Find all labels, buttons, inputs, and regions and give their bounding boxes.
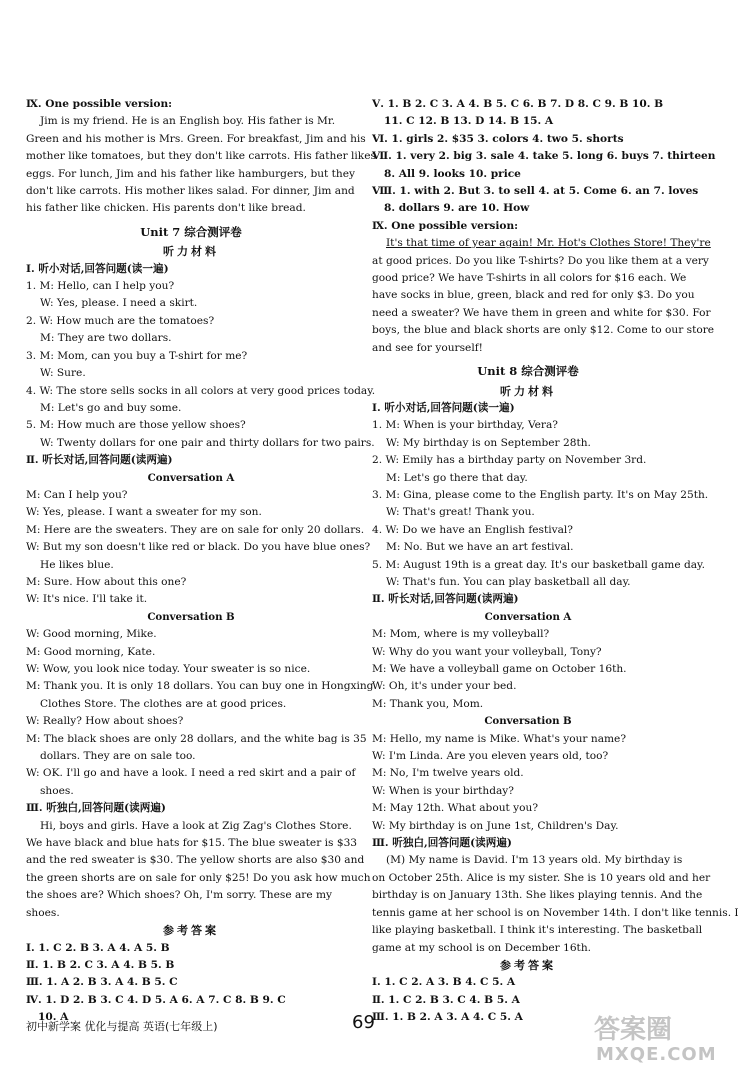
right-text-line: 8. dollars 9. are 10. How	[384, 202, 530, 215]
right-text-line: 11. C 12. B 13. D 14. B 15. A	[384, 115, 554, 128]
right-text-line: Conversation A	[484, 610, 572, 623]
left-text-line: his father like chicken. His parents don't like bread.	[26, 202, 306, 215]
right-text-line: birthday is on January 13th. She likes playing tennis. And the	[372, 889, 703, 902]
left-text-line: 5. M: How much are those yellow shoes?	[26, 419, 246, 432]
right-text-line: It's that time of year again! Mr. Hot's Clothes Store! They're	[386, 237, 711, 250]
left-text-line: Ⅳ. 1. D 2. B 3. C 4. D 5. A 6. A 7. C 8. B 9. C	[26, 993, 286, 1006]
right-text-line: Ⅶ. 1. very 2. big 3. sale 4. take 5. long 6. buys 7. thirteen	[372, 150, 716, 163]
left-text-line: M: Can I help you?	[26, 488, 128, 501]
right-text-line: need a sweater? We have them in green and white for $30. For	[372, 306, 711, 319]
right-text-line: Unit 8 综合测评卷	[477, 364, 579, 379]
right-text-line: M: Let's go there that day.	[386, 471, 528, 484]
left-text-line: Jim is my friend. He is an English boy. His father is Mr.	[40, 115, 336, 128]
left-text-line: Hi, boys and girls. Have a look at Zig Zag's Clothes Store.	[40, 819, 352, 832]
watermark-text-cn: 答案圈	[594, 1015, 673, 1045]
left-text-line: Ⅲ. 听独白,回答问题(读两遍)	[26, 802, 166, 815]
right-text-line: Ⅴ. 1. B 2. C 3. A 4. B 5. C 6. B 7. D 8. C 9. B 10. B	[372, 98, 664, 110]
right-text-line: M: May 12th. What about you?	[372, 802, 539, 815]
right-text-line: Ⅸ. One possible version:	[372, 219, 519, 232]
right-text-line: Ⅲ. 听独白,回答问题(读两遍)	[372, 837, 512, 850]
right-text-line: Ⅱ. 1. C 2. B 3. C 4. B 5. A	[372, 993, 520, 1006]
right-text-line: tennis game at her school is on November 14th. I don't like tennis. I	[372, 906, 739, 919]
left-text-line: M: Thank you. It is only 18 dollars. You can buy one in Hongxing	[26, 680, 374, 693]
right-text-line: W: When is your birthday?	[372, 784, 514, 797]
right-text-line: Ⅱ. 听长对话,回答问题(读两遍)	[372, 593, 519, 606]
book-title-footer: 初中新学案 优化与提高 英语(七年级上)	[26, 1020, 218, 1033]
right-text-line: W: That's great! Thank you.	[386, 506, 535, 519]
right-text-line: M: Thank you, Mom.	[372, 697, 484, 710]
right-text-line: M: We have a volleyball game on October 16th.	[372, 663, 627, 675]
right-text-line: Ⅰ. 1. C 2. A 3. B 4. C 5. A	[372, 976, 516, 989]
left-text-line: W: Twenty dollars for one pair and thirty dollars for two pairs.	[40, 436, 375, 449]
right-text-line: and see for yourself!	[372, 341, 483, 354]
left-text-line: 1. M: Hello, can I help you?	[26, 280, 175, 293]
left-text-line: Ⅲ. 1. A 2. B 3. A 4. B 5. C	[26, 976, 178, 989]
left-text-line: Ⅱ. 听长对话,回答问题(读两遍)	[26, 454, 173, 467]
right-text-line: 3. M: Gina, please come to the English party. It's on May 25th.	[372, 488, 709, 501]
right-text-line: Ⅵ. 1. girls 2. $35 3. colors 4. two 5. shorts	[372, 132, 624, 145]
left-text-line: dollars. They are on sale too.	[40, 750, 196, 763]
right-text-line: Conversation B	[484, 715, 572, 728]
left-text-line: the green shorts are on sale for only $25! Do you ask how much	[26, 871, 371, 884]
left-text-line: W: Yes, please. I need a skirt.	[40, 297, 198, 310]
left-text-line: Unit 7 综合测评卷	[140, 224, 242, 239]
left-text-line: Conversation A	[147, 471, 235, 484]
left-text-line: W: Sure.	[40, 367, 86, 380]
watermark-logo	[588, 1008, 738, 1064]
right-text-line: (M) My name is David. I'm 13 years old. My birthday is	[386, 854, 683, 867]
right-text-line: Ⅲ. 1. B 2. A 3. A 4. C 5. A	[372, 1011, 523, 1024]
left-text-line: M: The black shoes are only 28 dollars, and the white bag is 35	[26, 732, 367, 745]
right-text-line: Ⅷ. 1. with 2. But 3. to sell 4. at 5. Come 6. an 7. loves	[372, 185, 699, 198]
right-text-line: 1. M: When is your birthday, Vera?	[372, 419, 558, 432]
left-text-line: Ⅸ. One possible version:	[26, 98, 173, 110]
left-text-line: W: Yes, please. I want a sweater for my son.	[26, 506, 262, 519]
right-text-line: at good prices. Do you like T-shirts? Do you like them at a very	[372, 254, 709, 267]
right-text-line: M: Mom, where is my volleyball?	[372, 628, 550, 641]
page-number: 69	[352, 1012, 375, 1033]
left-text-line: He likes blue.	[40, 558, 114, 571]
right-text-line: have socks in blue, green, black and red for only $3. Do you	[372, 289, 695, 302]
left-text-line: W: Really? How about shoes?	[26, 715, 184, 728]
watermark-text-url: MXQE.COM	[596, 1044, 717, 1065]
right-text-line: game at my school is on December 16th.	[372, 941, 592, 954]
right-text-line: 2. W: Emily has a birthday party on November 3rd.	[372, 454, 647, 467]
left-text-line: mother like tomatoes, but they don't like carrots. His father likes	[26, 150, 376, 163]
right-text-line: on October 25th. Alice is my sister. She is 10 years old and her	[372, 871, 711, 884]
left-text-line: 4. W: The store sells socks in all colors at very good prices today.	[26, 384, 376, 397]
left-text-line: We have black and blue hats for $15. The blue sweater is $33	[26, 837, 358, 850]
right-text-line: 听力材料	[500, 384, 556, 398]
left-text-line: don't like carrots. His mother likes salad. For dinner, Jim and	[26, 185, 355, 198]
left-text-line: 2. W: How much are the tomatoes?	[26, 314, 215, 327]
right-text-line: Ⅰ. 听小对话,回答问题(读一遍)	[372, 401, 515, 414]
right-text-line: 4. W: Do we have an English festival?	[372, 523, 573, 536]
right-text-line: W: I'm Linda. Are you eleven years old, too?	[372, 750, 609, 763]
right-text-line: good price? We have T-shirts in all colors for $16 each. We	[372, 272, 687, 285]
right-text-line: boys, the blue and black shorts are only $12. Come to our store	[372, 324, 715, 337]
left-text-line: M: Good morning, Kate.	[26, 645, 156, 658]
right-text-line: M: Hello, my name is Mike. What's your name?	[372, 732, 627, 745]
left-text-line: W: Good morning, Mike.	[26, 628, 157, 641]
right-text-line: M: No, I'm twelve years old.	[372, 767, 524, 780]
left-text-line: 10. A	[38, 1011, 69, 1024]
left-text-line: 3. M: Mom, can you buy a T-shirt for me?	[26, 349, 248, 362]
left-text-line: W: Wow, you look nice today. Your sweater is so nice.	[26, 663, 311, 675]
left-text-line: shoes.	[26, 906, 60, 919]
right-text-line: W: Why do you want your volleyball, Tony?	[372, 645, 602, 658]
left-text-line: W: It's nice. I'll take it.	[26, 593, 148, 606]
left-text-line: shoes.	[40, 784, 74, 797]
right-text-line: W: Oh, it's under your bed.	[372, 680, 517, 693]
left-text-line: M: They are two dollars.	[40, 332, 172, 345]
right-text-line: 5. M: August 19th is a great day. It's our basketball game day.	[372, 558, 705, 571]
left-text-line: M: Here are the sweaters. They are on sale for only 20 dollars.	[26, 523, 365, 536]
left-text-line: and the red sweater is $30. The yellow shorts are also $30 and	[26, 854, 365, 867]
right-text-line: 8. All 9. looks 10. price	[384, 167, 521, 180]
left-text-line: eggs. For lunch, Jim and his father like hamburgers, but they	[26, 167, 356, 180]
left-text-line: 参考答案	[163, 924, 219, 938]
right-text-line: 参考答案	[500, 958, 556, 972]
left-text-line: the shoes are? Which shoes? Oh, I'm sorry. These are my	[26, 889, 333, 902]
left-text-line: W: But my son doesn't like red or black. Do you have blue ones?	[26, 541, 371, 554]
right-text-line: W: My birthday is on June 1st, Children's Day.	[372, 819, 619, 832]
left-text-line: Ⅰ. 听小对话,回答问题(读一遍)	[26, 262, 169, 275]
left-text-line: W: OK. I'll go and have a look. I need a red skirt and a pair of	[26, 767, 356, 780]
right-text-line: like playing basketball. I think it's interesting. The basketball	[372, 924, 703, 937]
left-text-line: Ⅰ. 1. C 2. B 3. A 4. A 5. B	[26, 941, 170, 954]
left-text-line: 听力材料	[163, 245, 219, 259]
left-text-line: M: Sure. How about this one?	[26, 575, 187, 588]
right-text-line: W: That's fun. You can play basketball all day.	[386, 575, 631, 588]
left-text-line: M: Let's go and buy some.	[40, 401, 182, 414]
right-text-line: W: My birthday is on September 28th.	[386, 436, 591, 449]
left-text-line: Clothes Store. The clothes are at good prices.	[40, 697, 287, 710]
right-column	[372, 96, 739, 1027]
left-text-line: Conversation B	[147, 610, 235, 623]
left-text-line: Green and his mother is Mrs. Green. For breakfast, Jim and his	[26, 132, 366, 145]
right-text-line: M: No. But we have an art festival.	[386, 541, 574, 554]
left-text-line: Ⅱ. 1. B 2. C 3. A 4. B 5. B	[26, 958, 175, 971]
